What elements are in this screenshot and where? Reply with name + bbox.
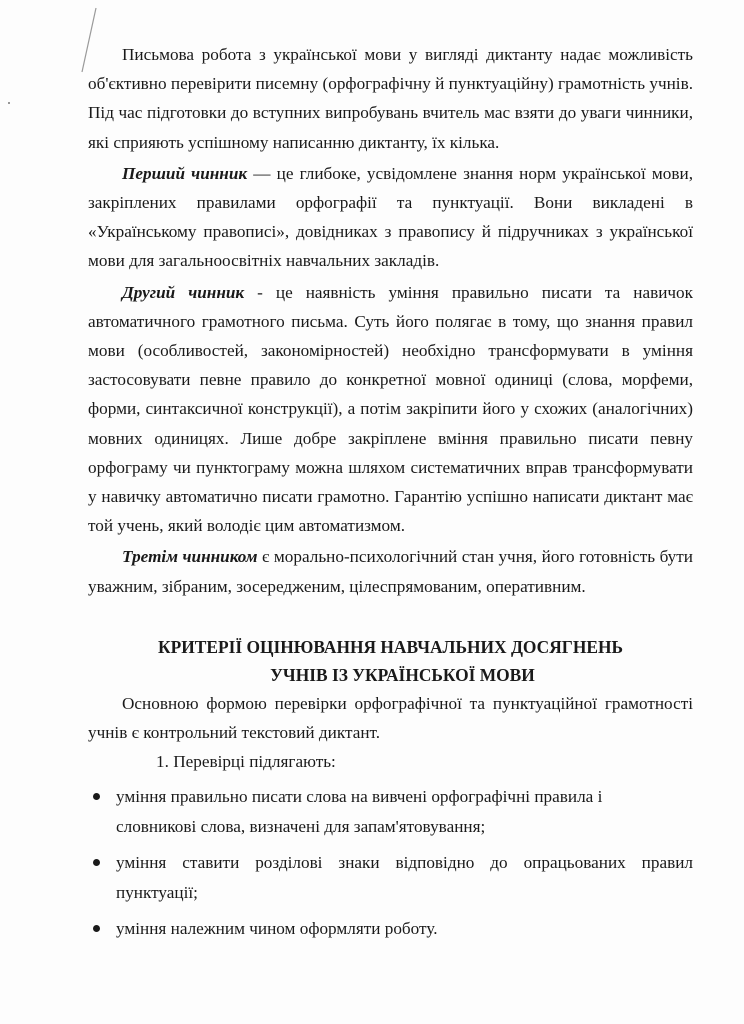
- factor-paragraph-1: [88, 159, 693, 276]
- intro-paragraph: Письмова робота з української мови у вигляді диктанту надає можливість об'єктивно перевірити писемну (орфографічну й пунктуаційну) грамотність учнів. Під час підготовки до вступних випробувань вчитель мас взяти до уваги чинники, які сприяють успішному написанню диктанту, їх кілька.: [88, 45, 693, 152]
- factor-paragraph-2: [88, 278, 693, 541]
- section-heading-line-1: КРИТЕРІЇ ОЦІНЮВАННЯ НАВЧАЛЬНИХ ДОСЯГНЕНЬ: [157, 636, 623, 657]
- section-heading: [88, 633, 693, 689]
- factor-text-3: є морально-психологічний стан учня, його готовність бути уважним, зібраним, зосередженим, цілеспрямованим, оперативним.: [88, 547, 693, 596]
- criteria-bullet-list: [88, 782, 693, 944]
- factor-lead-1: Перший чинник: [122, 163, 248, 183]
- factor-lead-2: Другий чинник: [122, 282, 245, 302]
- document-page: [88, 40, 693, 950]
- factor-paragraph-3: [88, 542, 693, 600]
- section-heading-line-2: УЧНІВ ІЗ УКРАЇНСЬКОЇ МОВИ: [270, 664, 535, 685]
- numbered-item-1: 1. Перевірці підлягають:: [156, 752, 336, 772]
- list-item: [88, 914, 693, 944]
- list-item-text: уміння ставити розділові знаки відповідно до опрацьованих правил пунктуації;: [116, 853, 693, 903]
- factor-lead-3: Третім чинником: [122, 547, 258, 567]
- list-item: [88, 782, 693, 842]
- bullet-icon: [93, 925, 100, 932]
- list-item-text: уміння належним чином оформляти роботу.: [116, 919, 438, 939]
- bullet-icon: [93, 793, 100, 800]
- criteria-intro-paragraph: Основною формою перевірки орфографічної та пунктуаційної грамотності учнів є контрольний текстовий диктант.: [88, 693, 693, 743]
- factor-text-2: - це наявність уміння правильно писати та навичок автоматичного грамотного письма. Суть його полягає в тому, що знання правил мови (особливостей, закономірностей) необхідно трансформувати в уміння застосовувати певне правило до конкретної мовної одиниці (слова, морфеми, форми, синтаксичної конструкції), а потім закріпити його у схожих (аналогічних) мовних одиницях. Лише добре закріплене вміння правильно писати певну орфограму чи пунктограму можна шляхом систематичних вправ трансформувати у навичку автоматично писати грамотно. Гарантію успішно написати диктант має той учень, який володіє цим автоматизмом.: [88, 282, 693, 536]
- bullet-icon: [93, 859, 100, 866]
- factor-text-1: — це глибоке, усвідомлене знання норм української мови, закріплених правилами орфографії та пунктуації. Вони викладені в «Українському правописі», довідниках з правопису й підручниках з української мови для загальноосвітніх навчальних закладів.: [88, 163, 693, 271]
- list-item-text: уміння правильно писати слова на вивчені орфографічні правила і словникові слова, визначені для запам'ятовування;: [116, 787, 603, 837]
- list-item: [88, 848, 693, 908]
